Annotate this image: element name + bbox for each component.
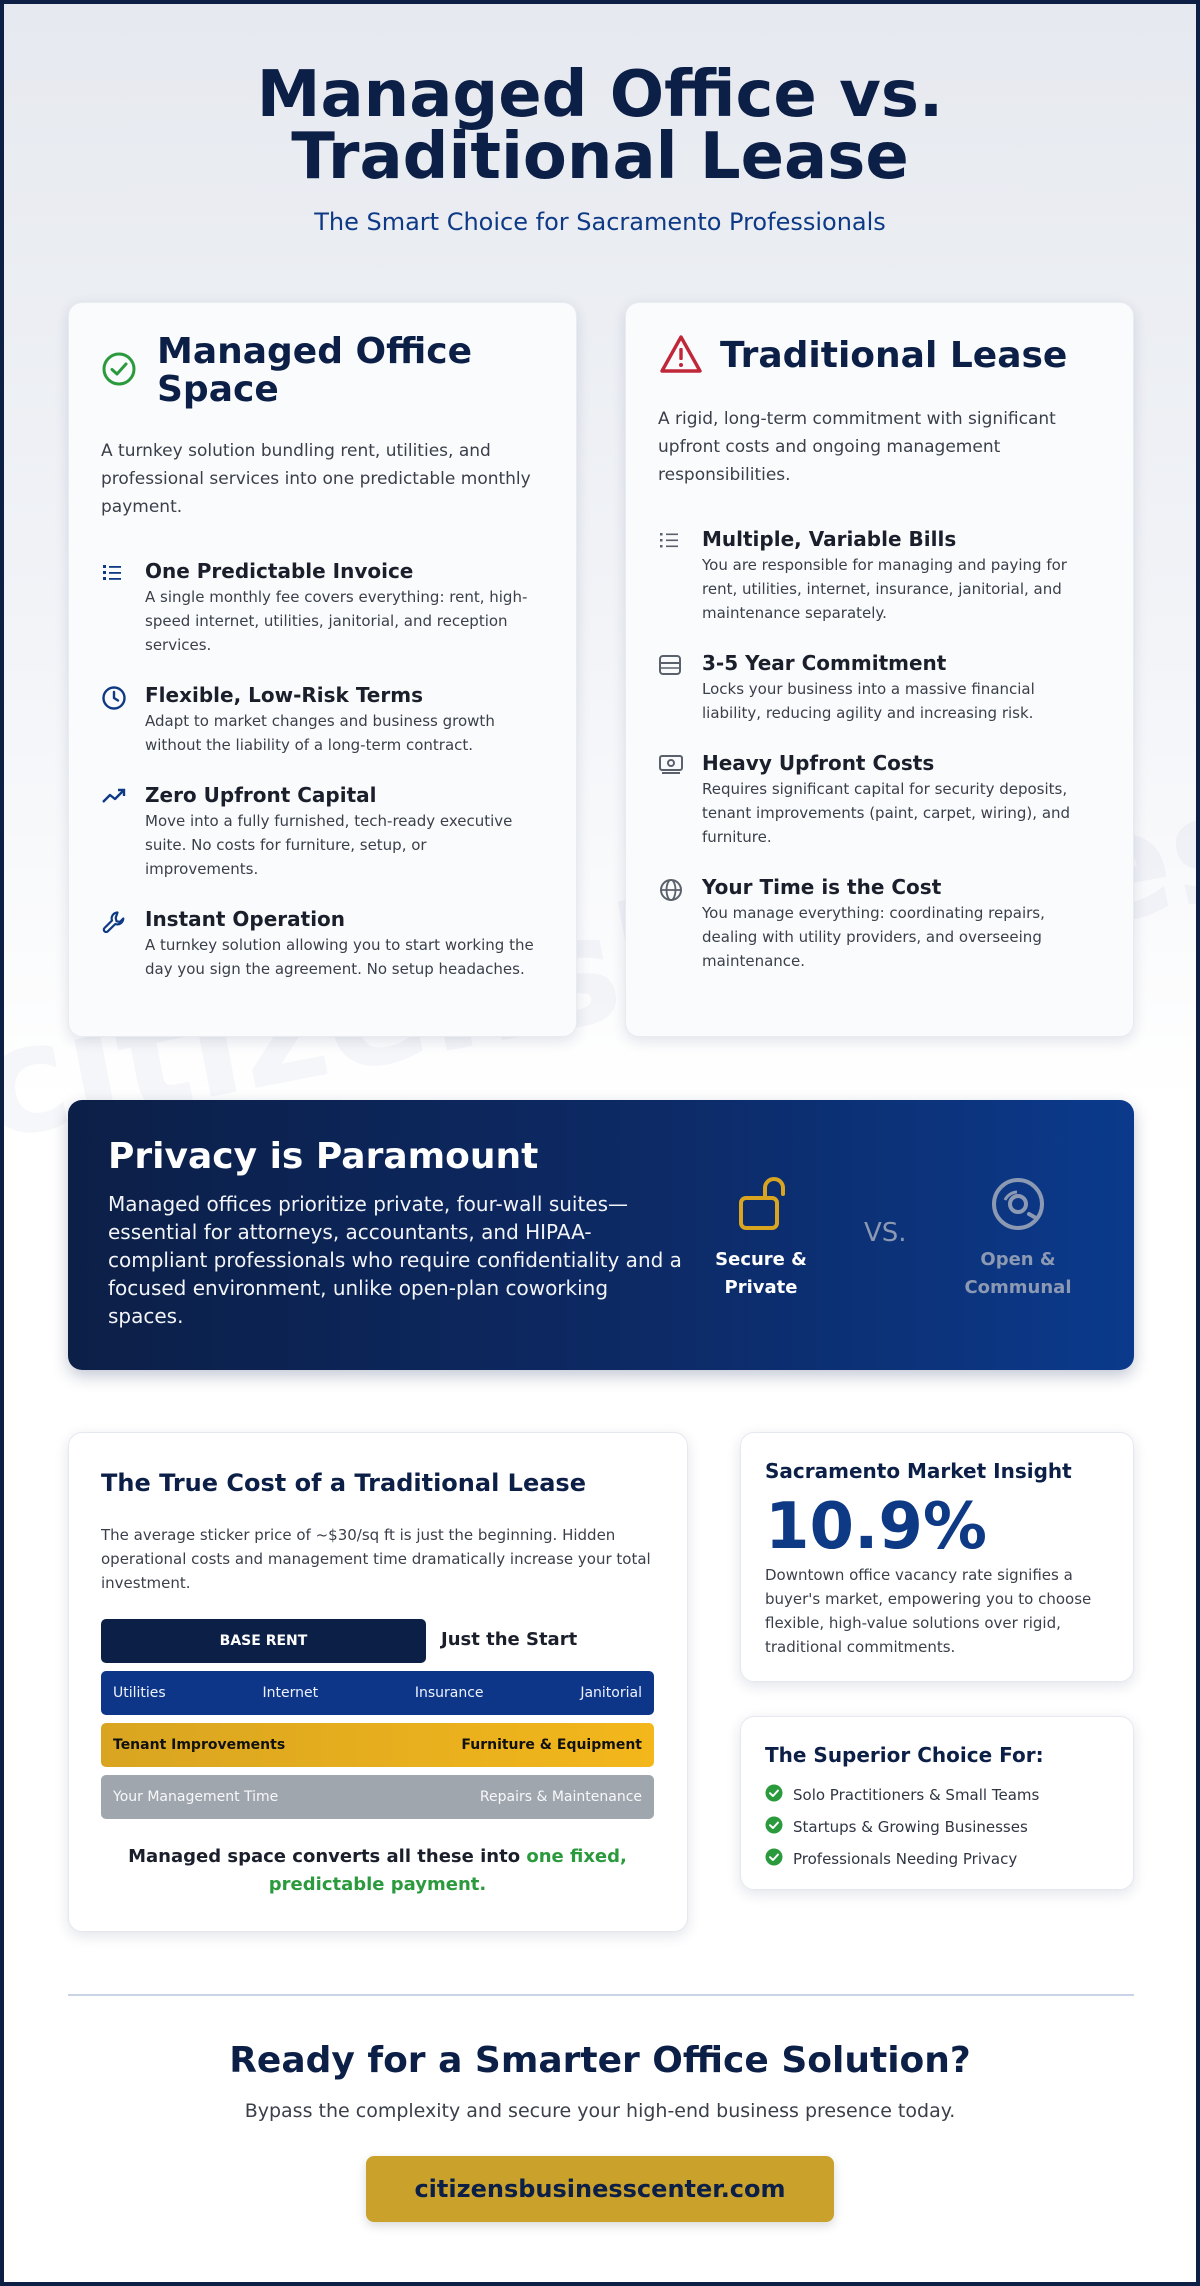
utilities-bar: [101, 1671, 654, 1715]
lock-open-icon: [729, 1219, 793, 1238]
feature-item: [101, 559, 541, 657]
market-insight-text: Downtown office vacancy rate signifies a buyer's market, empowering you to choose flexible, high-value solutions over rigid, traditional commitments.: [765, 1566, 1092, 1656]
feature-item: [658, 875, 1098, 973]
cost-item: Furniture & Equipment: [461, 1737, 642, 1753]
feature-item: [101, 907, 541, 981]
cta-subtitle: Bypass the complexity and secure your high-end business presence today.: [244, 2100, 956, 2122]
feature-item: [658, 527, 1098, 625]
cost-item: Your Management Time: [113, 1789, 279, 1805]
list-item-label: Professionals Needing Privacy: [793, 1850, 1018, 1868]
base-rent-bar: [101, 1619, 426, 1663]
cost-item: Internet: [262, 1685, 319, 1701]
cost-item: Utilities: [113, 1685, 166, 1701]
superior-choice-title: The Superior Choice For:: [765, 1743, 1044, 1767]
list-item: [765, 1811, 1039, 1843]
feature-title: Your Time is the Cost: [702, 875, 942, 899]
traditional-lease-card: [625, 302, 1134, 1037]
true-cost-title: The True Cost of a Traditional Lease: [101, 1469, 586, 1497]
privacy-title: Privacy is Paramount: [108, 1136, 539, 1177]
privacy-banner: [68, 1100, 1134, 1370]
traditional-lease-title: Traditional Lease: [720, 335, 1068, 376]
feature-title: Zero Upfront Capital: [145, 783, 377, 807]
true-cost-desc: The average sticker price of ~$30/sq ft is just the beginning. Hidden operational costs and management time dramatically increase your total investment.: [101, 1526, 651, 1592]
trending-up-icon: [101, 783, 145, 881]
traditional-lease-intro: A rigid, long-term commitment with significant upfront costs and ongoing management responsibilities.: [658, 409, 1056, 485]
warning-icon: [658, 333, 704, 379]
feature-text: Requires significant capital for security deposits, tenant improvements (paint, carpet, wiring), and furniture.: [702, 780, 1071, 846]
check-circle-icon: [101, 351, 137, 391]
cost-item: Insurance: [414, 1685, 484, 1701]
managed-office-title: Managed Office Space: [157, 331, 473, 410]
disc-icon: [987, 1219, 1049, 1238]
feature-title: 3-5 Year Commitment: [702, 651, 947, 675]
page-title: Managed Office vs. Traditional Lease: [256, 58, 944, 194]
check-circle-icon: [765, 1848, 783, 1870]
list-item-label: Solo Practitioners & Small Teams: [793, 1786, 1040, 1804]
management-bar: [101, 1775, 654, 1819]
feature-title: Multiple, Variable Bills: [702, 527, 957, 551]
market-insight-card: [740, 1432, 1134, 1682]
cost-item: Tenant Improvements: [113, 1737, 286, 1753]
feature-item: [101, 783, 541, 881]
feature-text: A single monthly fee covers everything: rent, high-speed internet, utilities, janitorial, and reception services.: [145, 588, 528, 654]
list-item: [765, 1843, 1039, 1875]
feature-title: Instant Operation: [145, 907, 346, 931]
market-insight-title: Sacramento Market Insight: [765, 1459, 1072, 1483]
open-communal-option: [943, 1174, 1093, 1302]
feature-item: [658, 751, 1098, 849]
check-circle-icon: [765, 1784, 783, 1806]
traditional-lease-heading: [658, 333, 1067, 379]
improvements-bar: [101, 1723, 654, 1767]
feature-text: A turnkey solution allowing you to start working the day you sign the agreement. No setup headaches.: [145, 936, 534, 978]
feature-text: You manage everything: coordinating repairs, dealing with utility providers, and overseeing maintenance.: [702, 904, 1045, 970]
page-subtitle: The Smart Choice for Sacramento Professionals: [314, 208, 886, 236]
true-cost-card: [68, 1432, 688, 1932]
feature-title: Heavy Upfront Costs: [702, 751, 935, 775]
feature-title: Flexible, Low-Risk Terms: [145, 683, 423, 707]
conversion-statement: [101, 1843, 654, 1899]
secure-private-label: Secure & Private: [715, 1249, 807, 1298]
managed-office-card: [68, 302, 577, 1037]
cost-item: Janitorial: [580, 1685, 642, 1701]
managed-office-intro: A turnkey solution bundling rent, utilities, and professional services into one predictable monthly payment.: [101, 441, 531, 517]
superior-choice-list: [765, 1779, 1039, 1875]
open-communal-label: Open & Communal: [964, 1249, 1072, 1298]
list-item-label: Startups & Growing Businesses: [793, 1818, 1028, 1836]
conversion-prefix: Managed space converts all these into: [128, 1846, 527, 1867]
clock-icon: [101, 683, 145, 757]
globe-icon: [658, 875, 702, 973]
list-item: [765, 1779, 1039, 1811]
website-button[interactable]: citizensbusinesscenter.com: [366, 2156, 834, 2222]
base-rent-label: BASE RENT: [219, 1633, 308, 1649]
feature-item: [101, 683, 541, 757]
section-divider: [68, 1994, 1134, 1996]
list-icon: [658, 527, 702, 625]
feature-item: [658, 651, 1098, 725]
privacy-text: Managed offices prioritize private, four-wall suites—essential for attorneys, accountants, and HIPAA-compliant professionals who require confidentiality and a focused environment, unlike open-plan coworking spaces.: [108, 1192, 682, 1328]
feature-text: Locks your business into a massive financial liability, reducing agility and increasing risk.: [702, 680, 1035, 722]
vs-label: VS.: [864, 1218, 907, 1248]
vacancy-rate-value: 10.9%: [765, 1490, 988, 1564]
feature-text: Adapt to market changes and business growth without the liability of a long-term contract.: [145, 712, 495, 754]
wrench-icon: [101, 907, 145, 981]
cta-title: Ready for a Smarter Office Solution?: [229, 2040, 971, 2081]
conversion-highlight: one fixed, predictable payment.: [268, 1846, 627, 1895]
list-icon: [101, 559, 145, 657]
feature-text: Move into a fully furnished, tech-ready executive suite. No costs for furniture, setup, or improvements.: [145, 812, 513, 878]
hero: [4, 58, 1196, 236]
feature-text: You are responsible for managing and paying for rent, utilities, internet, insurance, janitorial, and maintenance separately.: [702, 556, 1067, 622]
money-icon: [658, 751, 702, 849]
calendar-icon: [658, 651, 702, 725]
secure-private-option: [686, 1174, 836, 1302]
check-circle-icon: [765, 1816, 783, 1838]
managed-office-heading: [101, 333, 517, 409]
superior-choice-card: [740, 1716, 1134, 1890]
feature-title: One Predictable Invoice: [145, 559, 414, 583]
cost-item: Repairs & Maintenance: [479, 1789, 642, 1805]
just-start-label: Just the Start: [441, 1629, 578, 1650]
